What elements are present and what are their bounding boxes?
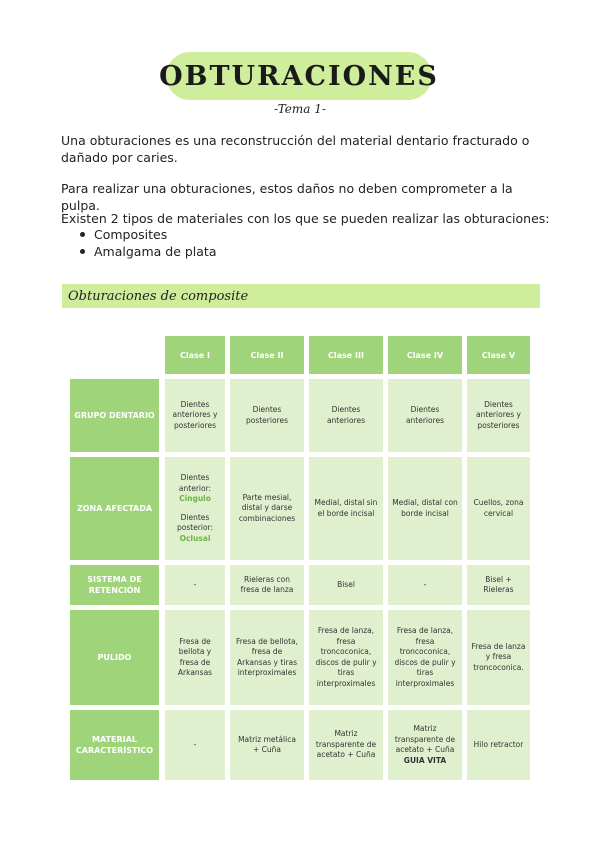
table-cell: Matriz transparente de acetato + Cuña: [309, 710, 383, 780]
cingulo-label: Cíngulo: [179, 494, 211, 503]
page-title: OBTURACIONES: [159, 60, 439, 92]
intro-paragraph-3: Existen 2 tipos de materiales con los que se pueden realizar las obturaciones:: [61, 211, 550, 226]
section-title: Obturaciones de composite: [68, 288, 249, 304]
table-cell: Parte mesial, distal y darse combinaciones: [230, 457, 304, 560]
table-cell: Dientes posteriores: [230, 379, 304, 452]
table-cell: Dientes anteriores: [388, 379, 462, 452]
row-header-grupo-dentario: GRUPO DENTARIO: [70, 379, 159, 452]
title-banner: [159, 52, 439, 100]
table-cell: Fresa de bellota y fresa de Arkansas: [165, 610, 225, 705]
table-cell: -: [165, 710, 225, 780]
table-cell: Dientes anteriores y posteriores: [467, 379, 530, 452]
intro-paragraph-1: Una obturaciones es una reconstrucción del material dentario fracturado o dañado por caries.: [61, 133, 530, 165]
table-cell: Dientes anteriores y posteriores: [165, 379, 225, 452]
row-header-material: MATERIAL CARACTERÍSTICO: [70, 710, 159, 780]
list-item: Amalgama de plata: [80, 243, 217, 260]
table-cell: Medial, distal con borde incisal: [388, 457, 462, 560]
materials-list: [80, 226, 217, 260]
table-cell: Dientes anteriores: [309, 379, 383, 452]
table-cell: -: [388, 565, 462, 605]
table-cell: Fresa de bellota, fresa de Arkansas y tiras interproximales: [230, 610, 304, 705]
row-header-zona-afectada: ZONA AFECTADA: [70, 457, 159, 560]
intro-paragraph-2: Para realizar una obturaciones, estos daños no deben comprometer a la pulpa.: [61, 181, 513, 213]
table-cell-material-clase-4: [388, 710, 462, 780]
table-cell: Fresa de lanza y fresa troncoconica.: [467, 610, 530, 705]
col-header-clase-3: Clase III: [309, 336, 383, 374]
oclusal-label: Oclusal: [179, 533, 211, 543]
table-cell: -: [165, 565, 225, 605]
page-subtitle: -Tema 1-: [274, 102, 326, 116]
row-header-sistema-retencion: SISTEMA DE RETENCIÓN: [70, 565, 159, 605]
cell-text: Dientes anterior:: [178, 473, 212, 493]
col-header-clase-1: Clase I: [165, 336, 225, 374]
table-cell: Bisel + Rieleras: [467, 565, 530, 605]
col-header-clase-2: Clase II: [230, 336, 304, 374]
section-header: [62, 284, 540, 308]
table-cell: Fresa de lanza, fresa troncoconica, discos de pulir y tiras interproximales: [388, 610, 462, 705]
table-cell-zona-clase-1: [165, 457, 225, 560]
col-header-clase-4: Clase IV: [388, 336, 462, 374]
table-cell: Fresa de lanza, fresa troncoconica, discos de pulir y tiras interproximales: [309, 610, 383, 705]
row-header-pulido: PULIDO: [70, 610, 159, 705]
table-cell: Matriz metálica + Cuña: [230, 710, 304, 780]
table-cell: Hilo retractor: [467, 710, 530, 780]
cell-text: Dientes posterior:: [176, 512, 214, 532]
guia-vita-label: GUIA VITA: [403, 755, 447, 765]
table-cell: Medial, distal sin el borde incisal: [309, 457, 383, 560]
list-item: Composites: [80, 226, 217, 243]
table-cell: Bisel: [309, 565, 383, 605]
table-cell: Rieleras con fresa de lanza: [230, 565, 304, 605]
cell-text: Matriz transparente de acetato + Cuña: [394, 724, 456, 754]
table-cell: Cuellos, zona cervical: [467, 457, 530, 560]
col-header-clase-5: Clase V: [467, 336, 530, 374]
